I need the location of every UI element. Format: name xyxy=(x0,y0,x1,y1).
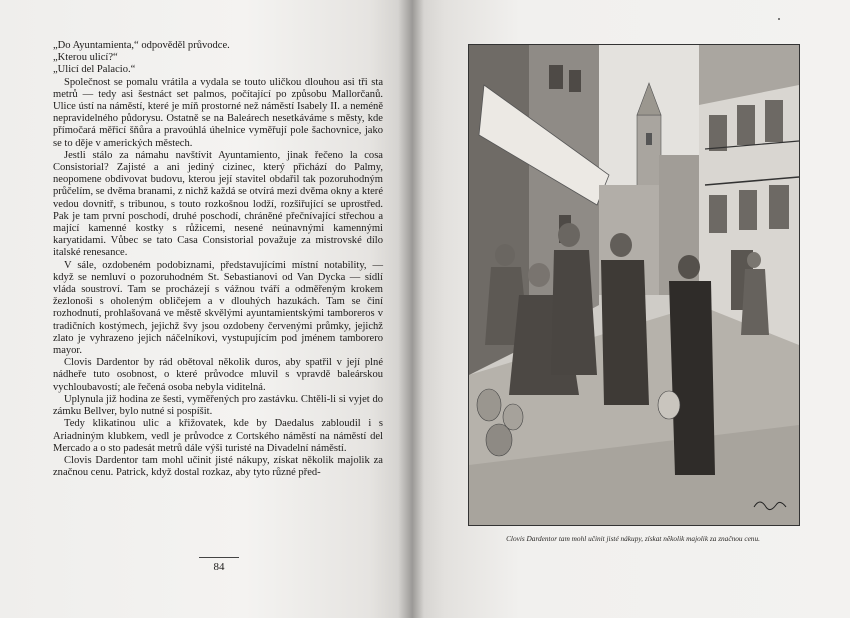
paragraph: „Do Ayuntamienta,“ odpověděl průvodce. xyxy=(53,40,230,51)
page-number: 84 xyxy=(213,561,225,573)
paragraph: Jestli stálo za námahu navštívit Ayuntamiento, jinak řečeno la cosa Consistorial? Zajisté a ani jediný cizinec, který přichází do Palmy, neopomene obdivovat budovu, kterou její stavitel obdařil tak pozoruhodným průčelím, se dvěma branami, z nichž každá se otvírá mezi dvěma okny a které vedou dovnitř, s tribunou, s touto rozkošnou lodží, rozšiřující se uprostřed. Pak je tam první poschodí, druhé poschodí, chráněné přečnívající střechou a mající kamenné kostky s růžicemi, nesené neúnavnými kamennými karyatidami. Vůbec se tato Casa Consistorial považuje za mistrovské dílo italské renesance. xyxy=(53,149,383,259)
illustration-caption: Clovis Dardentor tam mohl učinit jisté nákupy, získat několik majolik za značnou cenu. xyxy=(506,534,760,543)
paragraph: Tedy klikatinou ulic a křižovatek, kde by Daedalus zabloudil i s Ariadniným klubkem, vedl je průvodce z Cortského náměstí na náměstí del Mercado a o sto padesát metrů dále výši turisté na Divadelní náměstí. xyxy=(53,418,383,454)
paragraph: „Ulicí del Palacio.“ xyxy=(53,64,136,76)
paragraph: „Kterou ulicí?“ xyxy=(53,52,118,64)
street-scene-engraving xyxy=(469,45,799,525)
engraving-illustration xyxy=(468,44,800,526)
speck xyxy=(778,18,780,20)
book-gutter xyxy=(398,0,424,618)
paragraph: Společnost se pomalu vrátila a vydala se touto uličkou dlouhou asi tři sta metrů — tedy asi šestnáct set palmos, počítající po způsobu Mallorčanů. Ulice ústí na náměstí, které je míň prostorné než náměstí Isabely II. a neméně nepravidelného půdorysu. Ostatně se na Baleárech nesetkáváme s městy, kde přímočará měřicí šňůra a pravoúhlá úhelnice vyměřují pole šachovnice, jako se to děje v amerických městech. xyxy=(53,76,383,149)
paragraph: Uplynula již hodina ze šesti, vyměřených pro zastávku. Chtěli-li si vyjet do zámku Bellver, bylo nutné si pospíšit. xyxy=(53,393,383,418)
page-number-rule xyxy=(199,557,239,558)
paragraph: Clovis Dardentor by rád obětoval několik duros, aby spatřil v její plné nádheře tuto osobnost, o které průvodce mluvil s vpravdě baleárskou vychloubavostí; ale řečená osoba nebyla viditelná. xyxy=(53,357,383,393)
paragraph: V sále, ozdobeném podobiznami, představujícími místní notability, — když se nemluví o pozoruhodném St. Sebastianovi od Van Dycka — sídlí vláda soustroví. Tam se procházejí s vážnou tváří a odměřeným krokem žezlonoši s oholeným obličejem a v dlouhých hazukách. Tam se činí rozhodnutí, prohlašovaná ve městě skvělými ayuntamientskými tamboreros v tradičních kostýmech, jejichž švy jsou ozdobeny červenými průmky, jejichž zlato je vyhrazeno jejich náčelníkovi, vystupujícím pod jménem tamborero mayor. xyxy=(53,259,383,357)
paragraph: Clovis Dardentor tam mohl učinit jisté nákupy, získat několik majolik za značnou cenu. Patrick, když dostal rozkaz, aby tyto různé před- xyxy=(53,454,383,479)
body-text xyxy=(53,40,383,479)
